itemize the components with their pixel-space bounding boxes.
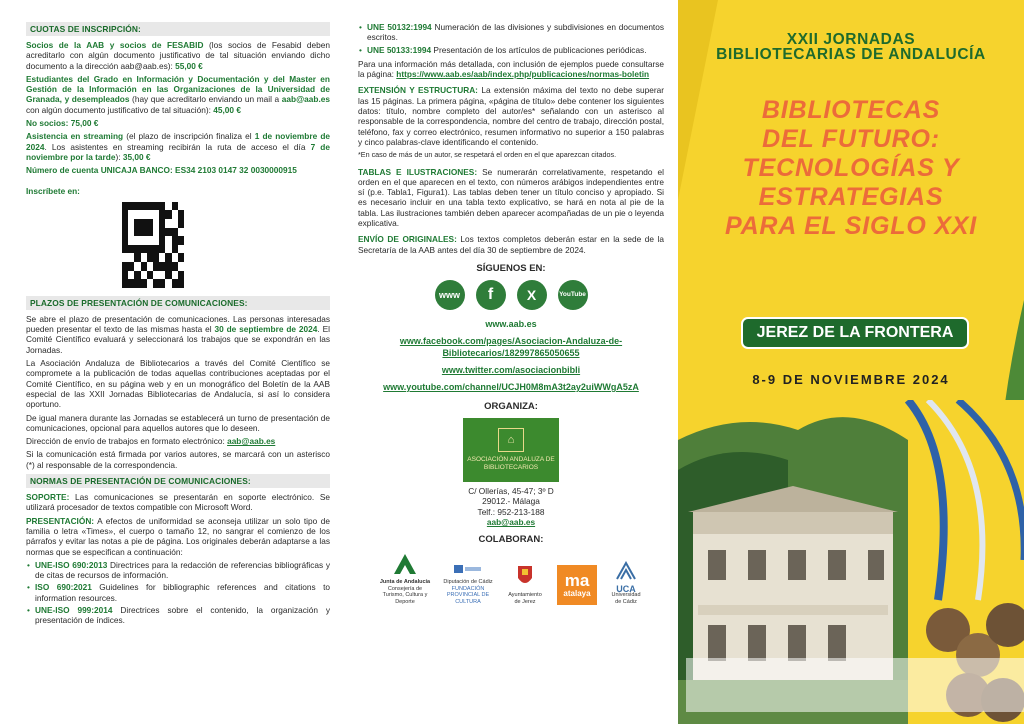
logo-name: Diputación de Cádiz — [443, 579, 493, 586]
list-item-code: UNE-ISO 999:2014 — [35, 604, 113, 615]
fee-streaming-text2: . Los asistentes en streaming recibirán la ruta de acceso el día — [44, 141, 311, 152]
facebook-icon[interactable]: f — [476, 280, 506, 310]
fee-nosocios: No socios: 75,00 € — [26, 118, 99, 129]
event-subtitle-line: TECNOLOGÍAS Y — [742, 154, 960, 182]
envio-label: ENVÍO DE ORIGINALES: — [358, 234, 457, 245]
list-item-text: Guidelines for bibliographic references and citations to information resources. — [35, 582, 330, 603]
extension-label: EXTENSIÓN Y ESTRUCTURA: — [358, 85, 478, 96]
info-paragraph — [358, 59, 664, 80]
address-line: C/ Ollerías, 45-47; 3º D — [468, 485, 554, 496]
uca-logo — [609, 561, 643, 605]
plazos-p4 — [26, 436, 330, 446]
aab-logo — [463, 418, 559, 482]
plazos-email-link[interactable]: aab@aab.es — [227, 436, 276, 447]
plazos-p1-text: Se abre el plazo de presentación de comunicaciones. Las personas interesadas pueden presentar el texto de las mismas hasta el — [26, 313, 330, 335]
event-subtitle-line: PARA EL SIGLO XXI — [724, 212, 978, 240]
event-title-line1: XXII JORNADAS — [786, 31, 916, 48]
fee-estudiantes-text2: con algún documento justificativo de tal situación): — [26, 104, 214, 115]
fee-estudiantes-text: (hay que acreditarlo enviando un mail a — [129, 94, 282, 105]
list-item — [26, 560, 330, 581]
junta-andalucia-icon — [393, 553, 417, 575]
fee-socios — [26, 40, 330, 71]
facebook-link[interactable]: www.facebook.com/pages/Asociacion-Andaluza-de-Bibliotecarios/182997865050655 — [399, 335, 623, 358]
event-subtitle — [678, 96, 1024, 241]
list-item-text: Directrices para la redacción de referencias bibliográficas y de citas de recursos de información. — [35, 559, 330, 581]
section-heading-plazos: PLAZOS DE PRESENTACIÓN DE COMUNICACIONES: — [26, 296, 330, 310]
list-item-text: Directrices sobre el contenido, la organización y presentación de índices. — [35, 604, 330, 626]
list-item-text: Numeración de las divisiones y subdivisiones en documentos escritos. — [367, 22, 664, 43]
extension-paragraph — [358, 85, 664, 147]
inscribete-label: Inscríbete en: — [26, 185, 80, 196]
logo-name: Ayuntamiento de Jerez — [508, 592, 542, 605]
ma-atalaya-logo — [557, 565, 597, 605]
diputacion-icon — [453, 563, 483, 575]
x-icon[interactable]: X — [517, 280, 547, 310]
plazos-deadline: 30 de septiembre de 2024 — [214, 324, 318, 335]
normas-presentacion-label: PRESENTACIÓN: — [26, 515, 95, 526]
fee-streaming-date2: 7 de noviembre por la tarde — [26, 141, 330, 162]
fee-socios-label: Socios de la AAB y socios de FESABID — [26, 40, 204, 50]
fee-estudiantes — [26, 74, 330, 115]
list-item-text: Presentación de los artículos de publicaciones periódicas. — [431, 44, 647, 55]
youtube-icon[interactable]: YouTube — [558, 280, 588, 310]
normas-soporte-text: Las comunicaciones se presentarán en soporte electrónico. Se utilizará procesador de textos compatible con Microsoft Word. — [26, 492, 330, 513]
aab-logo-text: ASOCIACIÓN ANDALUZA DE BIBLIOTECARIOS — [467, 455, 555, 471]
tablas-paragraph — [358, 167, 664, 229]
youtube-link[interactable]: www.youtube.com/channel/UCJH0M8mA3t2ay2uiWWgA5zA — [383, 381, 639, 392]
list-item-code: UNE 50133:1994 — [367, 44, 432, 55]
fee-estudiantes-price: 45,00 € — [213, 104, 241, 115]
fee-streaming-label: Asistencia en streaming — [26, 131, 124, 142]
normas-presentacion — [26, 516, 330, 557]
logo-name: Junta de Andalucía — [379, 579, 431, 586]
fee-streaming-text3: ): — [115, 151, 123, 162]
list-item-code: ISO 690:2021 — [35, 582, 92, 593]
cover-photo — [678, 400, 1024, 724]
logo-name: UCA — [616, 583, 636, 594]
logo-sub: Consejería de Turismo, Cultura y Deporte — [382, 585, 428, 605]
list-item — [358, 22, 664, 43]
junta-andalucia-logo — [379, 553, 431, 606]
section-heading-cuotas: CUOTAS DE INSCRIPCIÓN: — [26, 22, 330, 36]
envio-text: Los textos completos deberán estar en la sede de la Secretaría de la AAB antes del día 30 de septiembre de 2024. — [358, 234, 664, 255]
address-line: 29012.- Málaga — [482, 496, 540, 507]
web-link[interactable]: www.aab.es — [485, 318, 537, 329]
list-item — [26, 605, 330, 626]
column-middle — [340, 0, 678, 724]
tablas-text: Se numerarán correlativamente, respetando el orden en el que aparecen en el texto, con números arábigos independientes entre sí (p.e. Tabla1, Figura1). Las tablas deben tener un título conciso y apropiado. Si es necesario incluir en una tabla texto explicativo, se hará en nota al pie de la tabla. Las ilustraciones también deben aparecer acompañadas de un pie o leyenda explicativa. — [358, 166, 664, 229]
extension-note: *En caso de más de un autor, se respetará el orden en el que aparezcan citados. — [358, 150, 617, 160]
fee-estudiantes-label: Estudiantes del Grado en Información y Documentación y del Master en Gestión de la Información en las Organizaciones de la Universidad de Granada, y desempleados — [26, 73, 330, 105]
logo-sub: atalaya — [563, 589, 591, 599]
fee-streaming-price: 35,00 € — [122, 151, 151, 162]
fee-streaming-text: (el plazo de inscripción finaliza el — [123, 131, 255, 142]
event-subtitle-line: DEL FUTURO: — [762, 125, 940, 153]
contact-email[interactable]: aab@aab.es — [486, 517, 536, 528]
location-badge: JEREZ DE LA FRONTERA — [741, 317, 969, 349]
list-item — [26, 582, 330, 603]
logo-name: ma — [564, 571, 590, 591]
plazos-p3: De igual manera durante las Jornadas se establecerá un turno de presentación de comunicaciones, opcional para aquellos autores que lo deseen. — [26, 412, 330, 433]
aab-emblem-icon: ⌂ — [498, 428, 524, 452]
bank-account: Número de cuenta UNICAJA BANCO: ES34 2103 0147 32 0030000915 — [26, 165, 297, 176]
event-subtitle-line: ESTRATEGIAS — [758, 183, 944, 211]
address-line: Telf.: 952-213-188 — [477, 506, 545, 517]
fee-socios-price: 55,00 € — [175, 60, 203, 71]
envio-paragraph — [358, 234, 664, 255]
plazos-p1-text2: . El Comité Científico evaluará y seleccionará los trabajos que se expondrán en las Jornadas. — [26, 324, 330, 355]
ayuntamiento-jerez-logo — [505, 564, 545, 606]
event-title-line2: BIBLIOTECARIAS DE ANDALUCÍA — [716, 46, 986, 63]
logo-sub: Universidad de Cádiz — [611, 592, 641, 605]
diputacion-cadiz-logo — [443, 563, 493, 606]
cover-panel — [678, 0, 1024, 724]
list-item — [358, 45, 664, 55]
extension-text: La extensión máxima del texto no debe superar las 15 páginas. La primera página, «página de título» debe contener los siguientes datos: título, nombre completo del autor/es* señalando con un asterisco al responsable de la correspondencia, nombre del centro de trabajo, dirección postal, teléfono, fax y correo electrónico, resumen informativo no superior a 150 palabras y cinco palabras-clave identificando el contenido. — [358, 85, 664, 147]
list-item-code: UNE-ISO 690:2013 — [35, 559, 108, 570]
tablas-label: TABLAS E ILUSTRACIONES: — [358, 166, 478, 177]
twitter-link[interactable]: www.twitter.com/asociacionbibli — [441, 364, 581, 375]
fee-streaming-date: 1 de noviembre de 2024 — [26, 131, 331, 152]
event-date: 8-9 DE NOVIEMBRE 2024 — [752, 372, 950, 387]
normas-soporte-label: SOPORTE: — [26, 492, 70, 503]
qr-code-icon[interactable] — [122, 202, 184, 288]
social-icons — [358, 280, 664, 310]
fee-streaming — [26, 131, 330, 162]
normas-list-continued — [358, 22, 664, 55]
normas-list — [26, 560, 330, 626]
fee-estudiantes-mail[interactable]: aab@aab.es — [281, 94, 330, 105]
normas-soporte — [26, 492, 330, 513]
normas-presentacion-text: A efectos de uniformidad se aconseja utilizar un solo tipo de familia o letra «Times», el cuerpo o tamaño 12, no sangrar el comienzo de los párrafos y evitar las notas a pie de página. Los originales deberán adaptarse a las normas que se especifican a continuación: — [26, 515, 330, 557]
info-text: Para una información más detallada, con inclusión de ejemplos puede consultarse la página: — [358, 58, 664, 80]
event-title — [678, 32, 1024, 62]
list-item-code: UNE 50132:1994 — [367, 22, 432, 32]
section-heading-normas: NORMAS DE PRESENTACIÓN DE COMUNICACIONES: — [26, 474, 330, 488]
web-icon[interactable]: www — [435, 280, 465, 310]
plazos-p5: Si la comunicación está firmada por varios autores, se marcará con un asterisco (*) al responsable de la correspondencia. — [26, 449, 330, 470]
uca-icon — [615, 561, 637, 581]
info-link[interactable]: https://www.aab.es/aab/index.php/publicaciones/normas-boletin — [396, 69, 650, 80]
plazos-p4-text: Dirección de envío de trabajos en formato electrónico: — [26, 436, 228, 447]
logo-sub: FUNDACIÓN PROVINCIAL DE CULTURA — [446, 585, 490, 605]
colaboran-heading: COLABORAN: — [478, 533, 544, 545]
plazos-p1 — [26, 314, 330, 355]
coat-of-arms-icon — [516, 564, 534, 588]
organiza-heading: ORGANIZA: — [484, 400, 538, 412]
plazos-p2: La Asociación Andaluza de Bibliotecarios a través del Comité Científico se compromete a la publicación de todas aquellas contribuciones aceptadas por el Comité Científico, en su página web y en un monográfico del Boletín de la AAB especial de las XXII Jornadas Bibliotecarias de Andalucía, si así lo considera oportuno. — [26, 358, 330, 410]
event-subtitle-line: BIBLIOTECAS — [761, 96, 941, 124]
column-left — [0, 0, 340, 724]
fee-socios-text: (los socios de Fesabid deben acreditarlo con algún documento justificativo de tal situación enviando dicho documento a la dirección aab@aab.es): — [26, 40, 330, 71]
sponsor-logos — [358, 553, 664, 606]
siguenos-heading: SÍGUENOS EN: — [476, 262, 546, 274]
